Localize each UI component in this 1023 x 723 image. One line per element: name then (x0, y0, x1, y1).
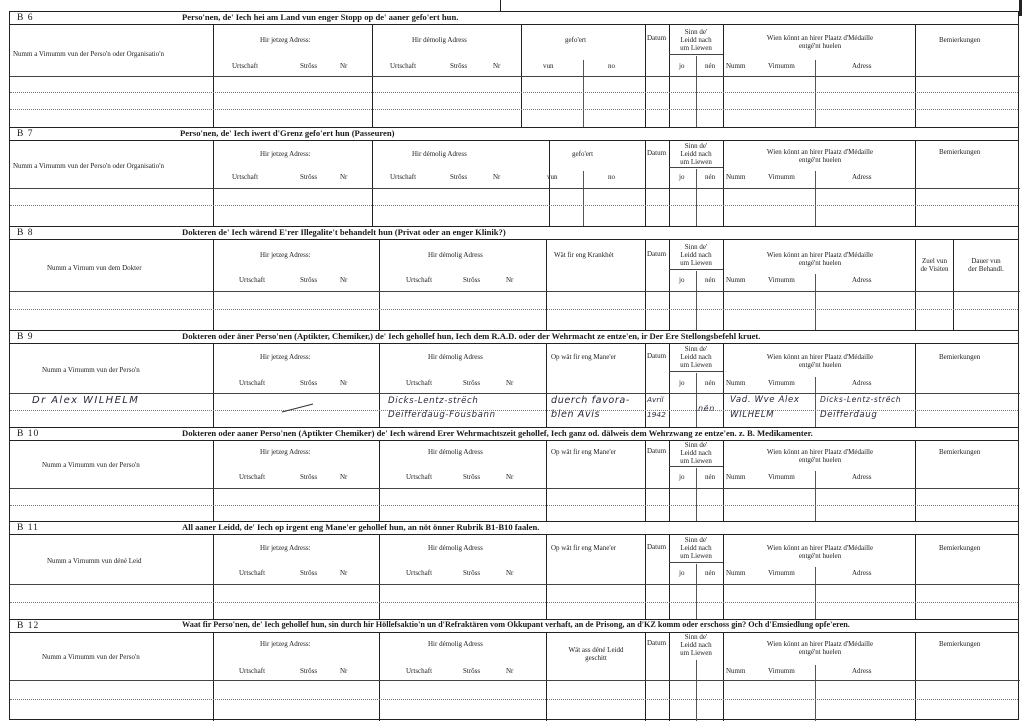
entry-manner-1: duerch favora- (551, 395, 630, 406)
column-header-remarks: Bemierkungen (939, 353, 981, 361)
label-urtschaft: Urtschaft (406, 569, 433, 577)
column-header-remarks: Bemierkungen (939, 640, 981, 648)
section-title: Perso'nen, de' Iech iwert d'Grenz gefo'ert hun (Passeuren) (180, 128, 395, 138)
label-numm: Numm (726, 276, 746, 284)
column-header-former-address: Hir démolig Adress (412, 150, 467, 158)
column-header-manner: Op wät fir eng Mane'er (551, 448, 617, 456)
section-title: Waat fir Perso'nen, de' Iech gehollef hun, sin durch hir Höllefsaktio'n un d'Refraktären vom Okkupant verhaft, an de Prisong, an d'KZ komm oder erschoss gin? Och d'Emsiedlung opfe'eren. (182, 620, 850, 629)
column-header-current-address: Hir jetzeg Adress: (260, 353, 311, 361)
column-header-datum: Datum (647, 34, 667, 42)
column-header-name: Numm a Virnum vun dem Dokter (47, 264, 142, 272)
section-b9 (10, 330, 1018, 427)
label-numm: Numm (726, 667, 746, 675)
label-jo: jo (679, 276, 685, 284)
column-header-medal: Wien könnt an hirer Plaatz d'Médaille entgé'nt huelen (766, 448, 874, 464)
section-b10-title-row (10, 428, 1018, 441)
label-virnumm: Virnumm (768, 62, 795, 70)
column-header-former-address: Hir démolig Adress (412, 36, 467, 44)
label-nr: Nr (506, 473, 514, 481)
label-nr: Nr (340, 276, 348, 284)
column-header-datum: Datum (647, 250, 667, 258)
section-b11-title-row (10, 522, 1018, 535)
column-header-medal: Wien könnt an hirer Plaatz d'Médaille entgé'nt huelen (766, 640, 874, 656)
section-title: Dokteren oder äner Perso'nen (Aptikter, Chemiker,) de' Iech gehollef hun, Iech dem R.A.D. oder der Wehrmacht ze entze'en, ir Der Ere Stellongsbefehl kruet. (182, 331, 761, 341)
column-header-name: Numm a Virnumm vun der Perso'n (42, 653, 140, 661)
label-nr: Nr (506, 667, 514, 675)
column-header-former-address: Hir démolig Adress (428, 448, 483, 456)
column-header-former-address: Hir démolig Adress (428, 640, 483, 648)
label-virnumm: Virnumm (768, 667, 795, 675)
entry-manner-2: blen Avis (551, 409, 601, 420)
column-header-datum: Datum (647, 639, 667, 647)
label-nr: Nr (340, 62, 348, 70)
section-b9-title-row (10, 331, 1018, 344)
label-stross: Strôss (300, 276, 318, 284)
dash-mark (280, 401, 316, 415)
label-jo: jo (679, 473, 685, 481)
entry-street-2: Deïfferdaug-Fousbann (388, 410, 496, 420)
section-code: B 6 (17, 13, 34, 23)
label-vun: vun (543, 62, 554, 70)
label-stross: Strôss (463, 473, 481, 481)
label-urtschaft: Urtschaft (406, 379, 433, 387)
label-stross: Strôss (300, 379, 318, 387)
section-title: Dokteren oder aaner Perso'nen (Aptikter Chemiker) de' Iech wärend Erer Wehrmachtszeit gehollef, Iech ganz od. dälweis dem Wehrzwang ze entze'en. z. B. Medikamenter. (182, 428, 813, 438)
label-adress: Adress (852, 379, 872, 387)
column-header-gefoert: gefo'ert (572, 150, 594, 158)
label-stross: Strôss (463, 379, 481, 387)
column-header-medal: Wien könnt an hirer Plaatz d'Médaille entgé'nt huelen (766, 353, 874, 369)
column-header-current-address: Hir jetzeg Adress: (260, 251, 311, 259)
column-header-manner: Op wät fir eng Mane'er (551, 353, 617, 361)
column-header-alive: Sinn de' Leidd nach um Liewen (680, 536, 712, 560)
column-header-former-address: Hir démolig Adress (428, 544, 483, 552)
column-header-name: Numm a Virnumm vun der Perso'n oder Organisatio'n (13, 50, 164, 58)
column-header-manner: Op wät fir eng Mane'er (551, 544, 617, 552)
column-header-visits: Zuel vun de Visiten (920, 257, 949, 273)
column-header-datum: Datum (647, 149, 667, 157)
right-margin-mark (1019, 0, 1022, 16)
label-jo: jo (679, 62, 685, 70)
column-header-remarks: Bemierkungen (939, 148, 981, 156)
column-header-duration: Dauer vun der Behandl. (968, 257, 1004, 273)
entry-name: Dr Alex WILHELM (32, 395, 140, 406)
label-virnumm: Virnumm (768, 379, 795, 387)
label-urtschaft: Urtschaft (232, 62, 259, 70)
label-virnumm: Virnumm (768, 473, 795, 481)
column-header-illness: Wät fir eng Krankhét (554, 251, 614, 259)
column-header-datum: Datum (647, 543, 667, 551)
section-code: B 9 (17, 332, 34, 342)
entry-date-2: 1942 (647, 410, 666, 419)
column-header-current-address: Hir jetzeg Adress: (260, 150, 311, 158)
column-header-former-address: Hir démolig Adress (428, 353, 483, 361)
label-urtschaft: Urtschaft (406, 473, 433, 481)
column-header-gefoert: gefo'ert (565, 36, 587, 44)
column-header-current-address: Hir jetzeg Adress: (260, 640, 311, 648)
label-nr: Nr (340, 379, 348, 387)
label-stross: Strôss (463, 276, 481, 284)
label-stross: Strôss (450, 173, 468, 181)
label-stross: Strôss (463, 667, 481, 675)
label-numm: Numm (726, 473, 746, 481)
label-nr: Nr (340, 173, 348, 181)
label-stross: Strôss (463, 569, 481, 577)
label-urtschaft: Urtschaft (390, 62, 417, 70)
column-header-what-happened: Wät ass déné Leidd geschitt (568, 646, 624, 662)
label-no: no (608, 173, 615, 181)
section-title: Dokteren de' Iech wärend E'rer Illegalite't behandelt hun (Privat oder an enger Klinik?) (182, 227, 506, 237)
label-nr: Nr (506, 276, 514, 284)
label-jo: jo (679, 569, 685, 577)
column-header-alive: Sinn de' Leidd nach um Liewen (680, 633, 712, 657)
label-virnumm: Virnumm (768, 276, 795, 284)
label-urtschaft: Urtschaft (406, 667, 433, 675)
label-nen: nén (705, 276, 716, 284)
column-header-current-address: Hir jetzeg Adress: (260, 36, 311, 44)
label-stross: Strôss (300, 473, 318, 481)
column-header-remarks: Bemierkungen (939, 36, 981, 44)
label-vun: vun (547, 173, 558, 181)
label-stross: Strôss (300, 173, 318, 181)
column-header-datum: Datum (647, 447, 667, 455)
entry-alive-no: nën (698, 404, 715, 413)
label-nr: Nr (506, 569, 514, 577)
column-header-medal: Wien könnt an hirer Plaatz d'Médaille entgé'nt huelen (766, 251, 874, 267)
section-b8-title-row (10, 227, 1018, 240)
label-adress: Adress (852, 62, 872, 70)
label-nen: nén (705, 173, 716, 181)
entry-date-1: Avril (647, 395, 664, 404)
column-header-name: Numm a Virnumm vun der Perso'n oder Organisatio'n (13, 162, 164, 170)
label-numm: Numm (726, 379, 746, 387)
column-header-name: Numm a Virnumm vun déné Leid (47, 557, 142, 565)
section-b7-title-row (10, 128, 1018, 141)
column-header-remarks: Bemierkungen (939, 544, 981, 552)
column-header-remarks: Bemierkungen (939, 448, 981, 456)
section-b12 (10, 619, 1018, 720)
section-b6 (10, 11, 1018, 127)
label-nen: nén (705, 569, 716, 577)
label-urtschaft: Urtschaft (390, 173, 417, 181)
column-header-alive: Sinn de' Leidd nach um Liewen (680, 345, 712, 369)
label-jo: jo (679, 173, 685, 181)
column-header-medal: Wien könnt an hirer Plaatz d'Médaille entgé'nt huelen (766, 148, 874, 164)
section-b11 (10, 521, 1018, 619)
label-nr: Nr (340, 667, 348, 675)
label-numm: Numm (726, 62, 746, 70)
section-b6-title-row (10, 12, 1018, 25)
label-urtschaft: Urtschaft (239, 379, 266, 387)
column-header-alive: Sinn de' Leidd nach um Liewen (680, 441, 712, 465)
label-virnumm: Virnumm (768, 173, 795, 181)
label-nen: nén (705, 473, 716, 481)
column-header-current-address: Hir jetzeg Adress: (260, 544, 311, 552)
label-stross: Strôss (450, 62, 468, 70)
label-urtschaft: Urtschaft (239, 569, 266, 577)
label-adress: Adress (852, 667, 872, 675)
label-jo: jo (679, 379, 685, 387)
label-nen: nén (705, 379, 716, 387)
column-header-name: Numm a Virnumm vun der Perso'n (42, 366, 140, 374)
section-b12-title-row (10, 620, 1018, 633)
section-code: B 8 (17, 228, 34, 238)
section-b8 (10, 226, 1018, 330)
label-nen: nén (705, 62, 716, 70)
label-urtschaft: Urtschaft (406, 276, 433, 284)
section-b10 (10, 427, 1018, 521)
label-adress: Adress (852, 173, 872, 181)
form-sheet (9, 11, 1019, 720)
label-nr: Nr (340, 569, 348, 577)
label-adress: Adress (852, 569, 872, 577)
label-nr: Nr (506, 379, 514, 387)
column-header-medal: Wien könnt an hirer Plaatz d'Médaille entgé'nt huelen (766, 544, 874, 560)
entry-medal-numm-2: WILHELM (730, 410, 775, 420)
label-virnumm: Virnumm (768, 569, 795, 577)
label-stross: Strôss (300, 569, 318, 577)
label-nr: Nr (493, 62, 501, 70)
label-urtschaft: Urtschaft (239, 667, 266, 675)
label-adress: Adress (852, 473, 872, 481)
label-stross: Strôss (300, 667, 318, 675)
column-header-name: Numm a Virnumm vun der Perso'n (42, 461, 140, 469)
section-code: B 10 (17, 429, 40, 439)
label-nr: Nr (340, 473, 348, 481)
label-stross: Strôss (300, 62, 318, 70)
label-numm: Numm (726, 569, 746, 577)
column-header-former-address: Hir démolig Adress (428, 251, 483, 259)
label-no: no (608, 62, 615, 70)
entry-medal-adress-2: Deïfferdaug (820, 410, 878, 420)
column-header-current-address: Hir jetzeg Adress: (260, 448, 311, 456)
column-header-datum: Datum (647, 352, 667, 360)
column-header-alive: Sinn de' Leidd nach um Liewen (680, 243, 712, 267)
label-urtschaft: Urtschaft (232, 173, 259, 181)
section-code: B 12 (17, 621, 40, 631)
label-urtschaft: Urtschaft (239, 473, 266, 481)
label-urtschaft: Urtschaft (239, 276, 266, 284)
label-adress: Adress (852, 276, 872, 284)
label-nr: Nr (493, 173, 501, 181)
entry-medal-adress-1: Dicks-Lentz-strëch (820, 395, 902, 404)
column-header-alive: Sinn de' Leidd nach um Liewen (680, 28, 712, 52)
section-title: All aaner Leidd, de' Iech op irgent eng Mane'er gehollef hun, an nöt önner Rubrik B1-B10 faalen. (182, 522, 540, 532)
section-code: B 11 (17, 523, 39, 533)
section-b7 (10, 127, 1018, 226)
entry-medal-numm-1: Vad. Wve Alex (730, 395, 800, 405)
label-numm: Numm (726, 173, 746, 181)
section-code: B 7 (17, 129, 34, 139)
entry-street-1: Dicks-Lentz-strëch (388, 396, 479, 406)
column-header-alive: Sinn de' Leidd nach um Liewen (680, 142, 712, 166)
column-header-medal: Wien könnt an hirer Plaatz d'Médaille entgé'nt huelen (766, 34, 874, 50)
section-title: Perso'nen, de' Iech hei am Land vun enger Stopp op de' aaner gefo'ert hun. (182, 12, 459, 22)
